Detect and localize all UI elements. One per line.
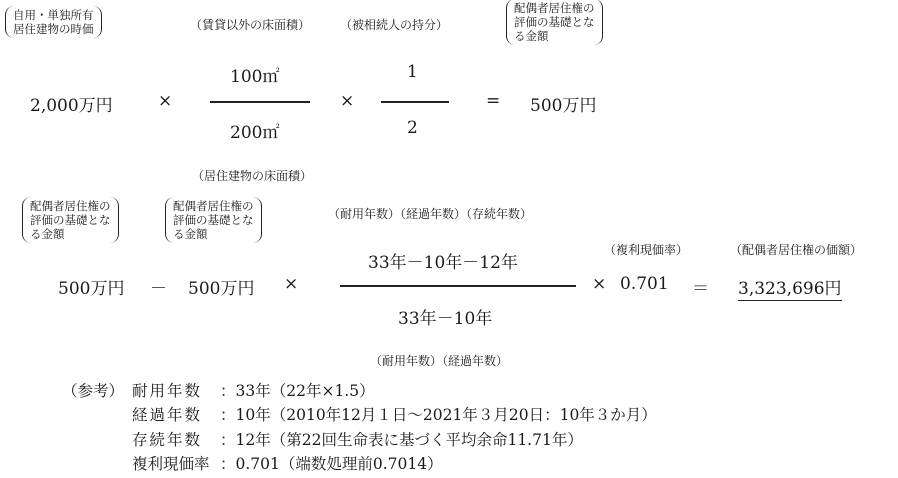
reference-head: （参考） (62, 382, 125, 400)
formula1-result: 500万円 (530, 96, 597, 116)
present-value-rate: 0.701 (620, 274, 669, 294)
valuation-base-label-box (506, 0, 603, 45)
fraction-denominator: 33年－10年 (398, 309, 493, 329)
reference-row-present-value-rate (132, 452, 443, 474)
numerator-value: 100㎡ (230, 67, 280, 87)
present-value-rate-label: （複利現価率） (604, 243, 689, 257)
fraction-numerator: 33年－10年－12年 (368, 253, 518, 273)
spousal-right-value-label: （配偶者居住権の価額） (730, 243, 863, 257)
box-line: る金額 (173, 227, 208, 241)
box-line: 配偶者居住権の (30, 199, 111, 213)
reference-text: 10年（2010年12月１日～2021年３月20日：10年３か月） (235, 406, 657, 424)
valuation-base-box-b (165, 197, 262, 243)
years-labels-bottom: （耐用年数）（経過年数） (370, 354, 509, 368)
minus-sign: － (150, 279, 167, 299)
box-line: 自用・単独所有 (13, 8, 94, 22)
reference-separator: ： (220, 455, 236, 473)
reference-text: 33年（22年×1.5） (235, 382, 375, 400)
spousal-right-value-underlined: 3,323,696円 (738, 279, 842, 299)
reference-separator: ： (220, 406, 236, 424)
box-line: る金額 (30, 227, 65, 241)
reference-row-duration-years (132, 428, 583, 450)
multiply-sign: × (592, 274, 607, 294)
box-line: 配偶者居住権の (514, 1, 595, 15)
spousal-right-value (738, 274, 842, 299)
non-rental-area-label: （賃貸以外の床面積） (190, 18, 311, 32)
fraction2-denominator: 2 (407, 118, 418, 138)
box-line: 評価の基礎とな (514, 15, 595, 29)
box-line: 居住建物の時価 (13, 22, 94, 36)
fraction-bar (340, 285, 576, 287)
fraction1-bar (210, 101, 310, 103)
fraction1-denominator (230, 118, 279, 143)
floor-area-label: （居住建物の床面積） (192, 169, 313, 183)
decedent-share-label: （被相続人の持分） (340, 18, 449, 32)
fraction1-numerator (230, 62, 279, 87)
base-amount-a: 500万円 (58, 279, 125, 299)
reference-separator: ： (220, 431, 236, 449)
home-value-label-box (5, 6, 102, 38)
years-labels-top: （耐用年数）（経過年数）（存続年数） (328, 207, 533, 221)
base-amount-b: 500万円 (188, 279, 255, 299)
box-line: 評価の基礎とな (173, 213, 254, 227)
reference-text: 12年（第22回生命表に基づく平均余命11.71年） (235, 431, 583, 449)
fraction2-numerator: 1 (407, 62, 418, 82)
reference-label: 経過年数 (132, 406, 203, 424)
multiply-sign: × (158, 91, 173, 111)
reference-text: 0.701（端数処理前0.7014） (235, 455, 443, 473)
equals-sign: = (486, 91, 501, 111)
denominator-value: 200㎡ (230, 123, 280, 143)
box-line: 配偶者居住権の (173, 199, 254, 213)
box-line: る金額 (514, 29, 549, 43)
multiply-sign: × (284, 274, 299, 294)
reference-row-useful-life (132, 379, 375, 401)
reference-label: 耐用年数 (132, 382, 203, 400)
box-line: 評価の基礎とな (30, 213, 111, 227)
reference-row-elapsed-years (132, 403, 657, 425)
equals-sign: ＝ (692, 279, 709, 299)
reference-separator: ： (220, 382, 236, 400)
multiply-sign: × (340, 91, 355, 111)
reference-label: 存続年数 (132, 431, 203, 449)
home-value-amount: 2,000万円 (30, 96, 113, 116)
reference-label: 複利現価率 (132, 455, 210, 473)
valuation-base-box-a (22, 197, 119, 243)
fraction2-bar (381, 101, 449, 103)
